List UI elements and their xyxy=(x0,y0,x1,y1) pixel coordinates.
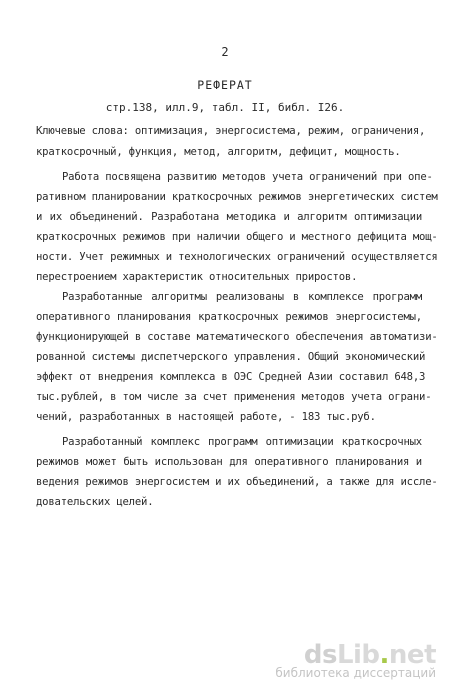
dslib-logo: dsLib.net xyxy=(303,640,436,670)
keywords-line: Ключевые слова: оптимизация, энергосистема, режим, ограничения, xyxy=(36,125,426,137)
paragraph-line: ративном планировании краткосрочных режимов энергетических систем xyxy=(36,191,438,203)
watermark-subtitle: библиотека диссертаций xyxy=(275,666,436,680)
paragraph-line: оперативного планирования краткосрочных режимов энергосистемы, xyxy=(36,311,422,323)
paragraph-line: довательских целей. xyxy=(36,496,154,508)
paragraph-line: и их объединений. Разработана методика и алгоритм оптимизации xyxy=(36,211,422,223)
paragraph-line: перестроением характеристик относительных приростов. xyxy=(36,271,358,283)
paragraph-line: эффект от внедрения комплекса в ОЭС Средней Азии составил 648,3 xyxy=(36,371,426,383)
paragraph-line: рованной системы диспетчерского управления. Общий экономический xyxy=(36,351,426,363)
abstract-title: РЕФЕРАТ xyxy=(197,78,253,92)
paragraph-line: функционирующей в составе математического обеспечения автоматизи- xyxy=(36,331,438,343)
paragraph-line: Разработанные алгоритмы реализованы в комплексе программ xyxy=(62,291,422,303)
paragraph-line: чений, разработанных в настоящей работе, - 183 тыс.руб. xyxy=(36,411,376,423)
paragraph-line: Разработанный комплекс программ оптимизации краткосрочных xyxy=(62,436,422,448)
keywords-line: краткосрочный, функция, метод, алгоритм, дефицит, мощность. xyxy=(36,146,401,158)
paragraph-line: Работа посвящена развитию методов учета ограничений при опе- xyxy=(62,171,433,183)
dslib-watermark xyxy=(275,640,436,680)
paragraph-line: режимов может быть использован для оперативного планирования и xyxy=(36,456,422,468)
paragraph-line: краткосрочных режимов при наличии общего и местного дефицита мощ- xyxy=(36,231,438,243)
paragraph-line: ведения режимов энергосистем и их объединений, а также для иссле- xyxy=(36,476,438,488)
paragraph-line: тыс.рублей, в том числе за счет применения методов учета ограни- xyxy=(36,391,432,403)
page-number: 2 xyxy=(221,45,229,59)
paragraph-line: ности. Учет режимных и технологических ограничений осуществляется xyxy=(36,251,438,263)
bibliographic-stats: стр.138, илл.9, табл. II, библ. I26. xyxy=(105,101,345,114)
